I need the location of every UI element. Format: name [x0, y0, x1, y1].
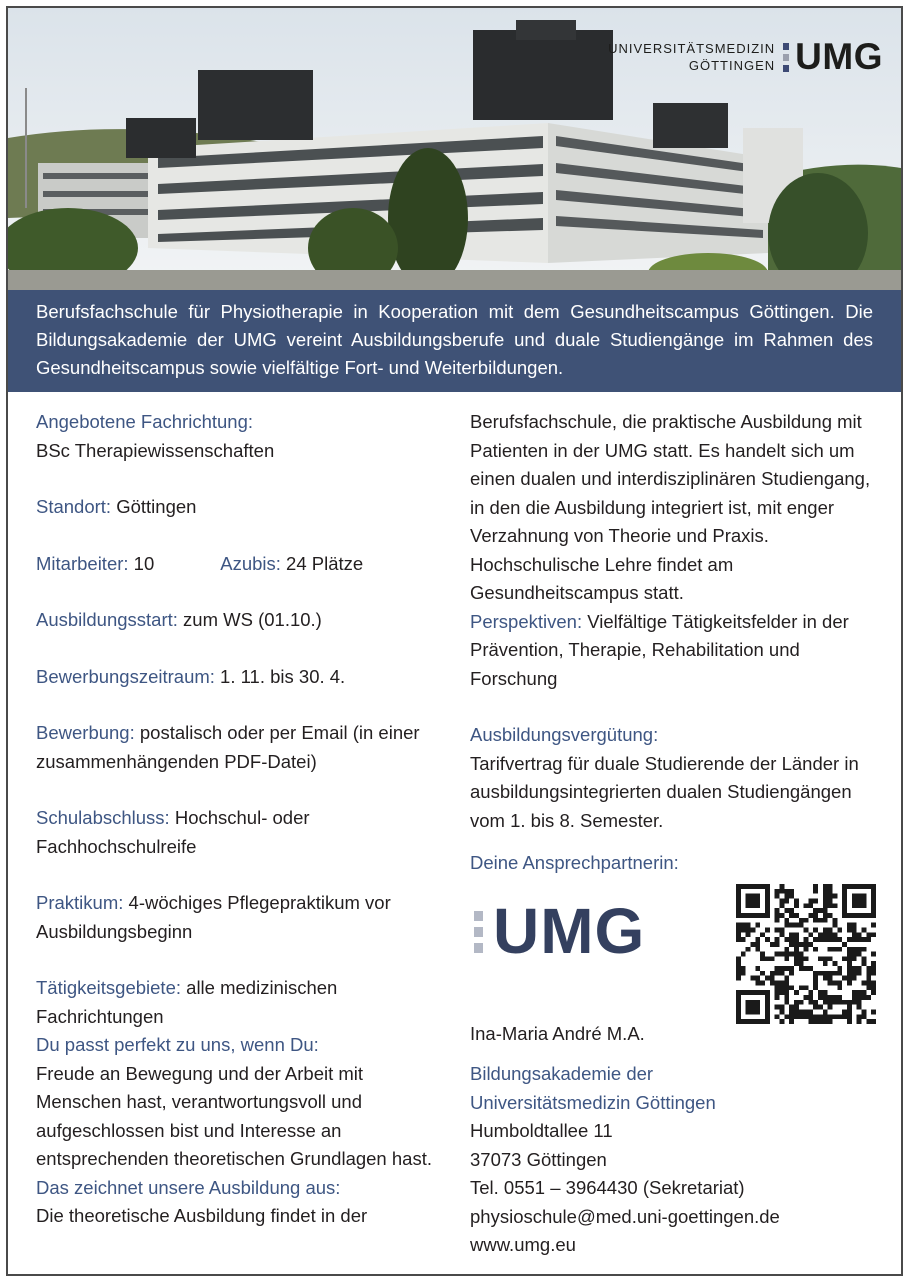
praktikum-label: Praktikum:	[36, 892, 124, 913]
perspektiven-row	[470, 608, 880, 694]
azubis-label: Azubis:	[220, 552, 281, 574]
web-link[interactable]: www.umg.eu	[470, 1234, 576, 1255]
fachrichtung-label: Angebotene Fachrichtung:	[36, 411, 254, 432]
zeitraum-value: 1. 11. bis 30. 4.	[214, 665, 346, 687]
org-line-2: Universitätsmedizin Göttingen	[470, 1091, 716, 1113]
umg-logo-dots-icon	[474, 908, 483, 956]
umg-header-logo	[608, 36, 883, 78]
passt-value: Freude an Bewegung und der Arbeit mit Menschen hast, verantwortungsvoll und aufgeschlossen bist und Interesse an entsprechenden theoretischen Grundlagen hast.	[36, 1062, 432, 1169]
praktikum-value: 4-wöchiges Pflegepraktikum vor Ausbildungsbeginn	[36, 892, 391, 942]
fachrichtung-value: BSc Therapiewissenschaften	[36, 439, 275, 461]
zeichnet-value: Die theoretische Ausbildung findet in der	[36, 1205, 368, 1226]
standort-value: Göttingen	[111, 496, 197, 517]
passt-label: Du passt perfekt zu uns, wenn Du:	[36, 1034, 319, 1055]
praktikum-row	[36, 889, 446, 946]
mitarbeiter-label: Mitarbeiter:	[36, 552, 129, 574]
start-row	[36, 606, 446, 635]
phone[interactable]: Tel. 0551 – 3964430 (Sekretariat)	[470, 1177, 745, 1198]
staff-row	[36, 550, 446, 579]
contact-name: Ina-Maria André M.A.	[470, 1022, 645, 1044]
umg-logo-mark: UMG	[493, 895, 646, 968]
zeitraum-row	[36, 663, 446, 692]
intro-banner	[8, 290, 901, 392]
banner-text: Berufsfachschule für Physiotherapie in Kooperation mit dem Gesundheitscampus Göttingen. Die Bildungsakademie der UMG vereint Ausbildungsberufe und duale Studiengänge im Rahmen des Gesundheitscampus sowie vielfältige Fort- und Weiterbildungen.	[36, 301, 873, 378]
standort-label: Standort:	[36, 496, 112, 517]
start-label: Ausbildungsstart:	[36, 609, 178, 630]
zeitraum-label: Bewerbungszeitraum:	[36, 665, 215, 687]
left-column	[36, 408, 446, 1231]
right-column	[470, 408, 880, 1260]
ansprech-label: Deine Ansprechpartnerin:	[470, 852, 679, 873]
taetigkeit-value: alle medizinischen Fachrichtungen	[36, 977, 338, 1027]
logo-mark: UMG	[795, 36, 883, 77]
taetigkeit-row	[36, 974, 446, 1031]
hospital-building-photo	[8, 8, 901, 290]
verguetung-label: Ausbildungsvergütung:	[470, 724, 659, 745]
taetigkeit-label: Tätigkeitsgebiete:	[36, 977, 182, 998]
abschluss-label: Schulabschluss:	[36, 807, 170, 828]
email-link[interactable]: physioschule@med.uni-goettingen.de	[470, 1205, 780, 1227]
logo-line-1: UNIVERSITÄTSMEDIZIN	[608, 41, 776, 56]
umg-logo	[474, 895, 646, 968]
mitarbeiter-value: 10	[128, 552, 155, 574]
zeichnet-label: Das zeichnet unsere Ausbildung aus:	[36, 1176, 341, 1198]
bewerbung-row	[36, 719, 446, 776]
org-line-1: Bildungsakademie der	[470, 1063, 654, 1084]
verguetung-value: Tarifvertrag für duale Studierende der Länder in ausbildungsintegrierten dualen Studiengängen vom 1. bis 8. Semester.	[470, 752, 859, 831]
qr-code-icon[interactable]	[736, 884, 876, 1024]
bewerbung-label: Bewerbung:	[36, 722, 135, 743]
city: 37073 Göttingen	[470, 1148, 607, 1170]
logo-line-2: GÖTTINGEN	[688, 58, 776, 73]
abschluss-row	[36, 804, 446, 861]
start-value: zum WS (01.10.)	[177, 609, 322, 630]
logo-dots-icon	[783, 41, 789, 74]
azubis-value: 24 Plätze	[280, 552, 364, 574]
bewerbung-value: postalisch oder per Email (in einer zusammenhängenden PDF-Datei)	[36, 722, 420, 772]
perspektiven-value: Vielfältige Tätigkeitsfelder in der Prävention, Therapie, Rehabilitation und Forschung	[470, 610, 849, 689]
ad-frame	[6, 6, 903, 1276]
perspektiven-label: Perspektiven:	[470, 610, 583, 632]
continuation-text: Berufsfachschule, die praktische Ausbildung mit Patienten in der UMG statt. Es handelt sich um einen dualen und interdisziplinären Studiengang, in den die Ausbildung integriert ist, mit enger Verzahnung von Theorie und Praxis. Hochschulische Lehre findet am Gesundheitscampus statt.	[470, 411, 871, 603]
street: Humboldtallee 11	[470, 1120, 613, 1141]
standort-row	[36, 493, 446, 522]
contact-graphics	[470, 878, 880, 1018]
abschluss-value: Hochschul- oder Fachhochschulreife	[36, 807, 310, 857]
